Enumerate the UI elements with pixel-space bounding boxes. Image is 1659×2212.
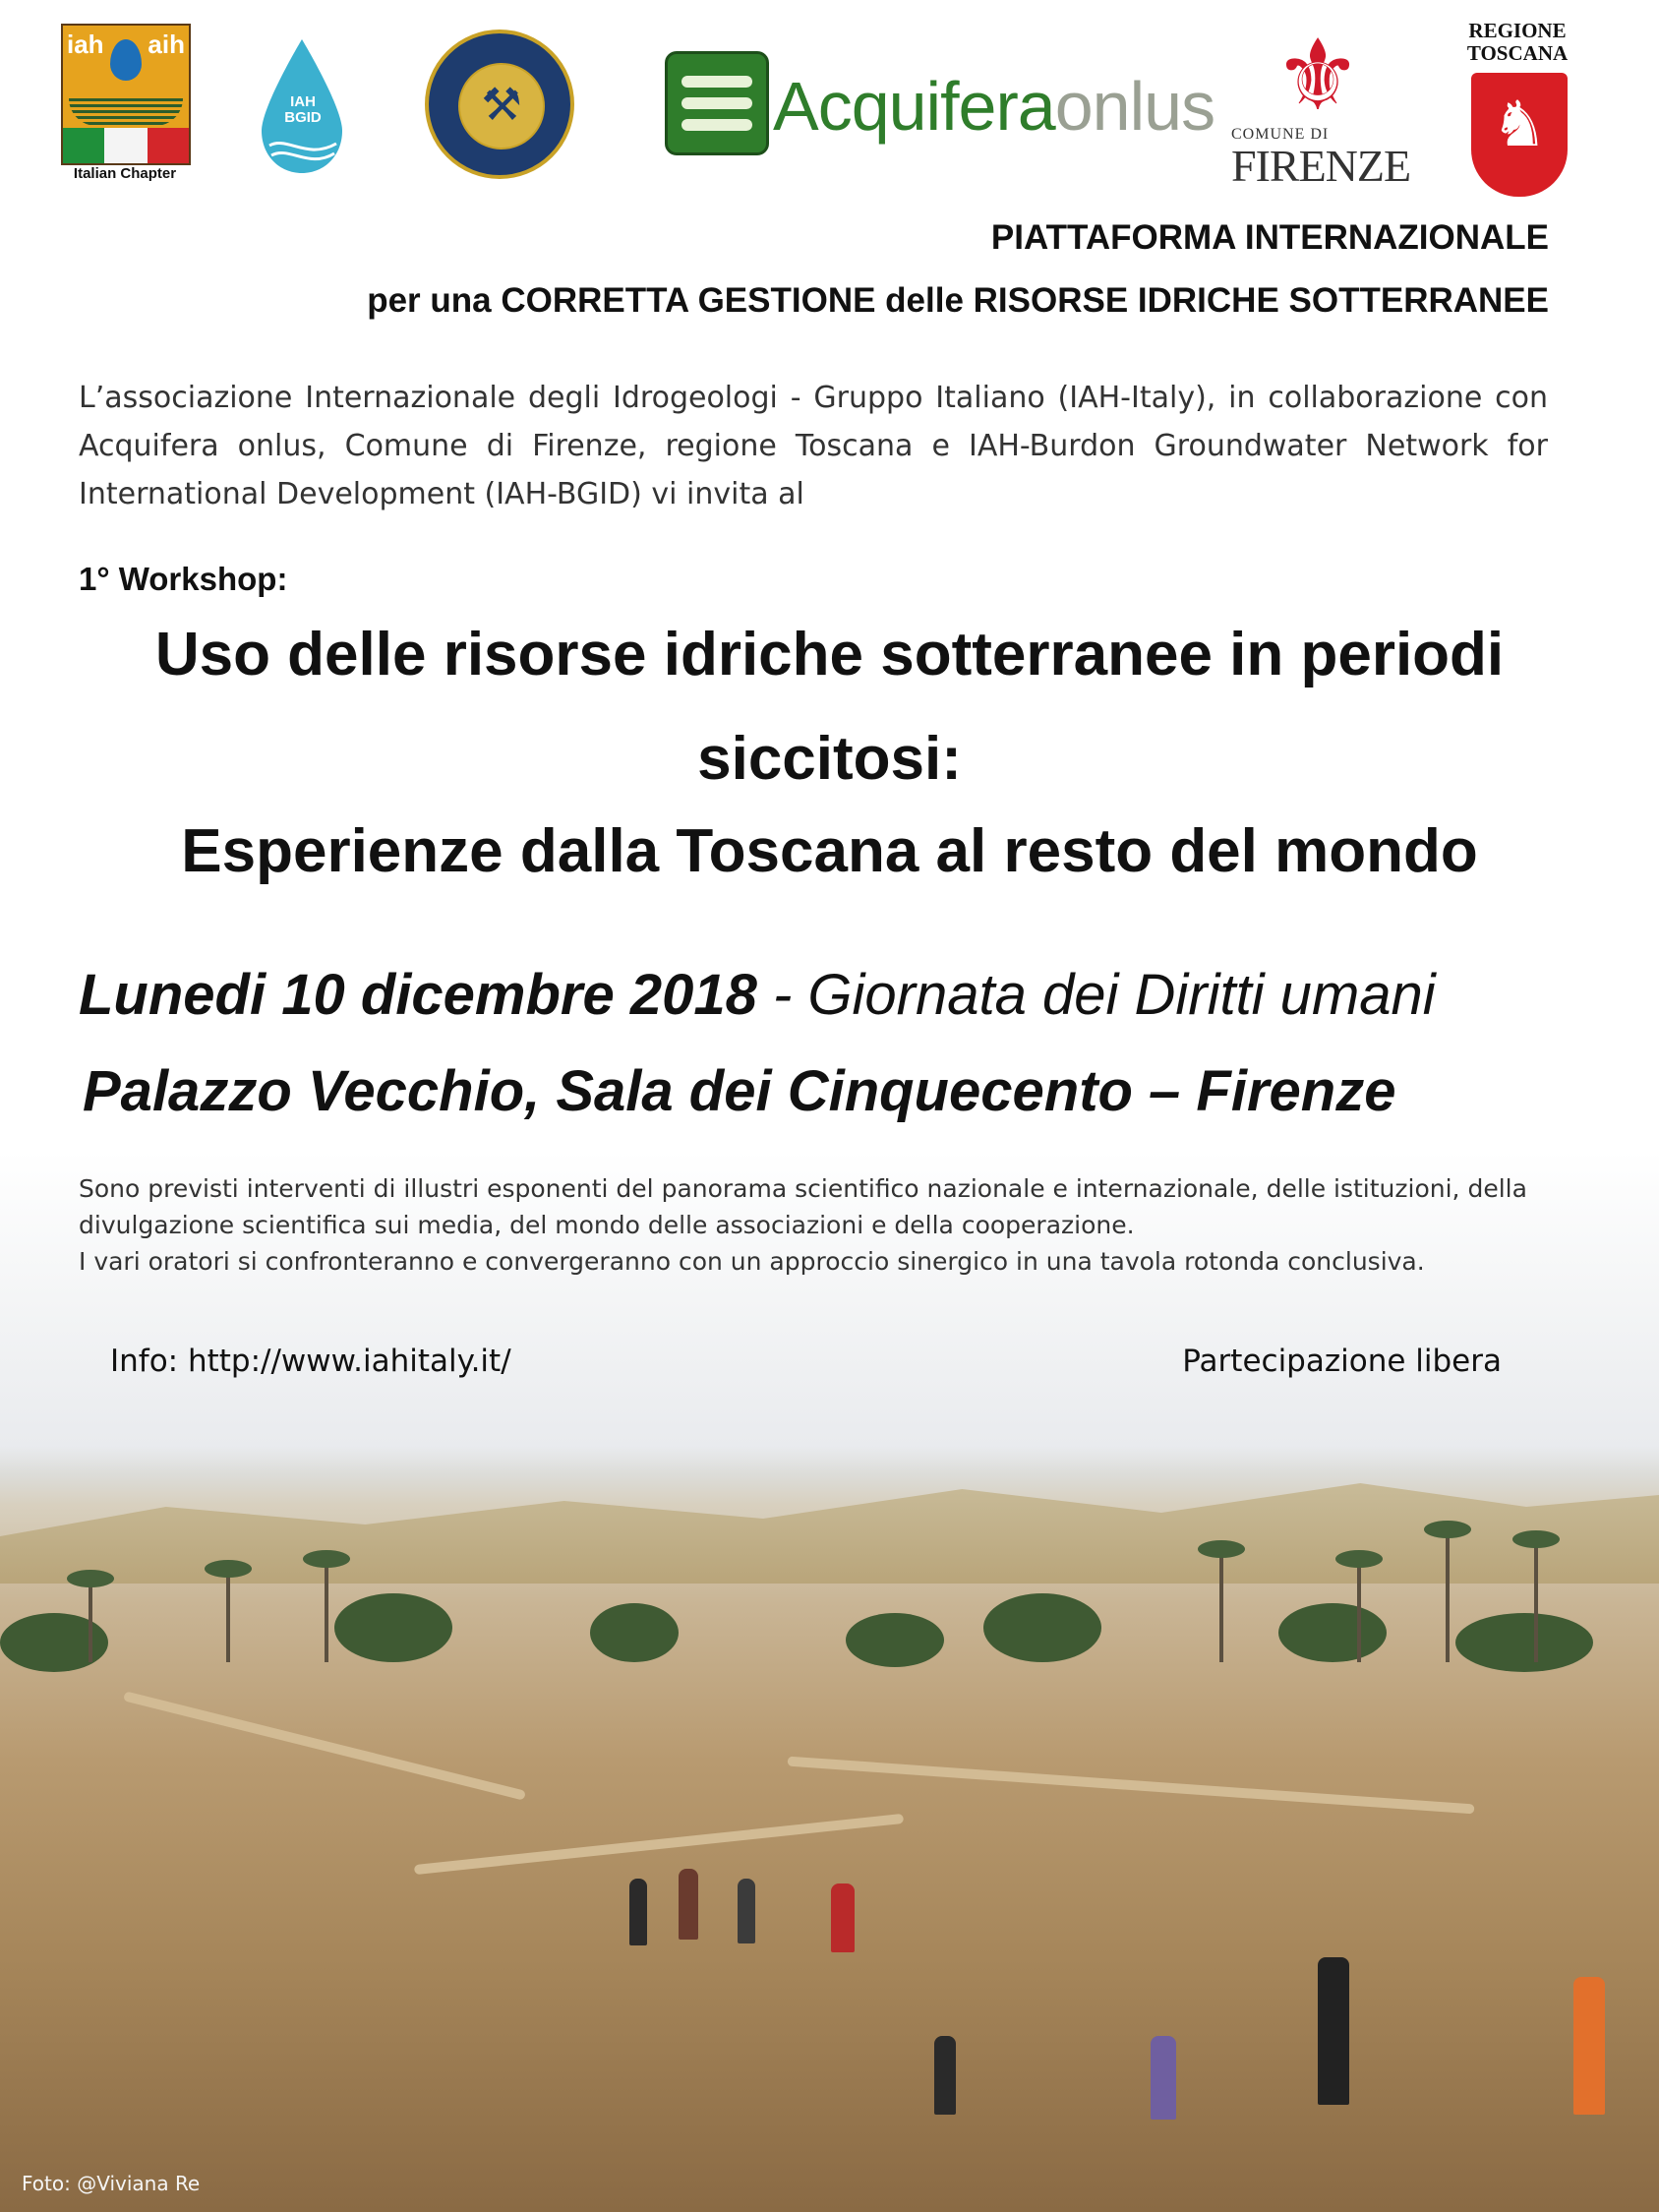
info-link[interactable]: Info: http://www.iahitaly.it/: [110, 1344, 511, 1379]
event-date-suffix: - Giornata dei Diritti umani: [756, 963, 1436, 1027]
acquifera-suffix: onlus: [1054, 68, 1215, 145]
person-figure: [679, 1869, 698, 1940]
iah-bgid-logo: [254, 33, 352, 181]
platform-title: PIATTAFORMA INTERNAZIONALE: [990, 218, 1549, 257]
bush: [1455, 1613, 1593, 1672]
toscana-shield: [1471, 73, 1568, 197]
wave-icon: [681, 119, 752, 131]
details-line1: Sono previsti interventi di illustri esponenti del panorama scientifico nazionale e internazionale, delle istituzioni, della divulgazione scientifica sui media, del mondo delle associazioni e della cooperazione.: [79, 1174, 1527, 1239]
regione-toscana-logo: [1463, 20, 1571, 187]
bgid-text: [254, 94, 352, 126]
person-figure: [1573, 1977, 1605, 2115]
landscape-photo: [0, 1151, 1659, 2212]
palm-tree: [226, 1574, 230, 1662]
iah-emblem: [61, 24, 191, 165]
dirt-path: [788, 1757, 1475, 1815]
person-figure: [831, 1883, 855, 1952]
bush: [1278, 1603, 1387, 1662]
iah-italian-chapter-logo: [61, 24, 189, 186]
person-figure: [934, 2036, 956, 2115]
palm-tree: [1446, 1534, 1450, 1662]
workshop-title-line3: Esperienze dalla Toscana al resto del mondo: [181, 817, 1478, 885]
water-drop-icon: [110, 39, 142, 81]
pegasus-icon: ♞: [1491, 89, 1548, 161]
invitation-paragraph: L’associazione Internazionale degli Idrogeologi - Gruppo Italiano (IAH-Italy), in collaborazione con Acquifera onlus, Comune di Firenze, regione Toscana e IAH-Burdon Groundwater Network for International Development (IAH-BGID) vi invita al: [79, 381, 1548, 511]
bush: [334, 1593, 452, 1662]
palm-tree: [89, 1584, 92, 1662]
palm-tree: [1534, 1544, 1538, 1662]
person-figure: [1151, 2036, 1176, 2120]
acquifera-onlus-logo: [665, 49, 1215, 157]
workshop-title-line2: siccitosi:: [697, 725, 962, 793]
aquifer-stripes: [69, 98, 183, 126]
palm-tree: [1219, 1554, 1223, 1662]
bush: [983, 1593, 1101, 1662]
acquifera-main: Acquifera: [773, 68, 1055, 145]
bush: [846, 1613, 944, 1667]
flag-white: [104, 128, 148, 163]
crossed-hammers-icon: ⚒: [481, 78, 522, 131]
flag-green: [63, 128, 104, 163]
person-figure: [738, 1879, 755, 1943]
toscana-line1: REGIONE: [1468, 19, 1567, 42]
iah-right-text: aih: [148, 30, 185, 59]
toscana-line2: TOSCANA: [1466, 41, 1569, 65]
details-line2: I vari oratori si confronteranno e convergeranno con un approccio sinergico in una tavola rotonda conclusiva.: [79, 1247, 1425, 1276]
florentine-lily-icon: ⚜: [1274, 18, 1362, 133]
person-figure: [629, 1879, 647, 1945]
workshop-label: 1° Workshop:: [79, 561, 288, 597]
iah-caption: Italian Chapter: [73, 165, 177, 182]
person-figure: [1318, 1957, 1349, 2105]
tree-line: [0, 1574, 1659, 1711]
palm-tree: [325, 1564, 328, 1662]
bush: [590, 1603, 679, 1662]
iah-left-text: iah: [67, 30, 104, 59]
wave-icon: [681, 97, 752, 109]
logo-strip: [0, 0, 1659, 197]
bgid-line1: IAH: [290, 93, 316, 110]
photo-credit: Foto: @Viviana Re: [22, 2172, 201, 2195]
toscana-title: [1463, 20, 1571, 65]
bgid-line2: BGID: [284, 109, 322, 126]
event-details: [79, 1170, 1583, 1280]
firenze-comune-text: COMUNE DI: [1231, 126, 1330, 143]
participation-note: Partecipazione libera: [1182, 1344, 1502, 1379]
seal-center: [458, 63, 545, 149]
palm-tree: [1357, 1564, 1361, 1662]
seal-ring: [425, 30, 574, 179]
firenze-name-text: FIRENZE: [1231, 141, 1411, 191]
dirt-path: [414, 1814, 904, 1875]
acquifera-icon: [665, 51, 769, 155]
societa-geologica-italiana-seal: [425, 30, 572, 177]
flag-red: [148, 128, 189, 163]
workshop-title-line1: Uso delle risorse idriche sotterranee in periodi: [154, 621, 1505, 688]
platform-subtitle: per una CORRETTA GESTIONE delle RISORSE IDRICHE SOTTERRANEE: [367, 281, 1549, 320]
acquifera-wordmark: [773, 67, 1215, 146]
comune-di-firenze-logo: [1229, 18, 1411, 191]
event-date-main: Lunedi 10 dicembre 2018: [79, 963, 757, 1027]
event-date: [79, 962, 1436, 1028]
event-venue: Palazzo Vecchio, Sala dei Cinquecento – Firenze: [83, 1059, 1396, 1123]
wave-icon: [681, 76, 752, 88]
